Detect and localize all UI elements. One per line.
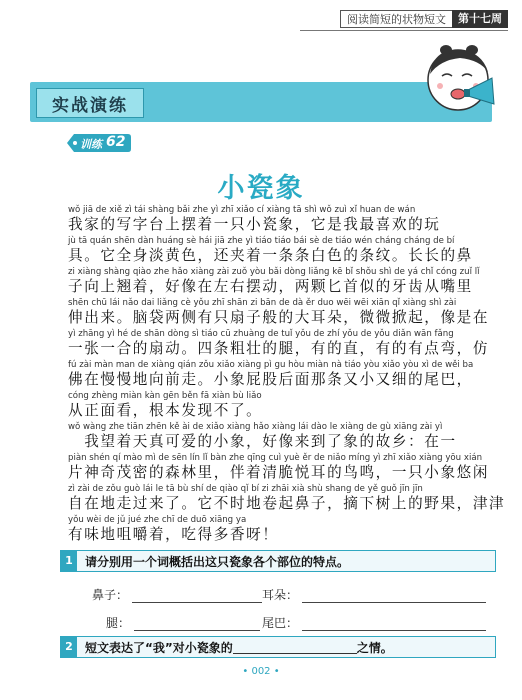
question-text-before: 短文表达了“我”对小瓷象的: [85, 640, 233, 655]
training-label: 训练: [80, 138, 102, 151]
hanzi-line: 从正面看，根本发现不了。: [68, 402, 263, 419]
header-section: 阅读简短的状物短文: [340, 10, 452, 28]
answer-row-legs: [106, 614, 260, 631]
ears-answer-field[interactable]: [302, 590, 486, 603]
page-number: • 002 •: [242, 666, 280, 677]
answer-row-nose: [92, 586, 262, 603]
hanzi-line: 子向上翘着，好像在左右摆动，两颗匕首似的牙齿从嘴里: [68, 278, 473, 295]
mascot-megaphone-icon: [420, 40, 502, 122]
question-number: 2: [61, 637, 77, 657]
pinyin-line: fú zài màn man de xiàng qián zǒu xiǎo xiàng pì gu hòu miàn nà tiáo yòu xiǎo yòu xì de wěi ba: [68, 360, 474, 370]
passage-line: [68, 391, 488, 420]
hanzi-line: 伸出来。脑袋两侧有只扇子般的大耳朵，微微掀起，像是在: [68, 309, 490, 326]
pinyin-line: wǒ jiā de xiě zì tái shàng bǎi zhe yì zhī xiǎo cí xiàng tā shì wǒ zuì xǐ huan de wán: [68, 205, 416, 215]
hanzi-line: 片神奇茂密的森林里，伴着清脆悦耳的鸟鸣，一只小象悠闲: [68, 464, 490, 481]
answer-row-ears: [262, 586, 486, 603]
tail-answer-field[interactable]: [302, 618, 486, 631]
passage-line: [68, 422, 488, 451]
passage-line: [68, 453, 488, 482]
answer-row-tail: [262, 614, 486, 631]
pinyin-line: piàn shén qí mào mì de sēn lín lǐ bàn zhe qīng cuì yuè ěr de niǎo míng yì zhī xiǎo xiàng yōu xián: [68, 453, 483, 463]
pinyin-line: cóng zhèng miàn kàn gēn běn fā xiàn bù liǎo: [68, 391, 262, 401]
nose-answer-field[interactable]: [132, 590, 262, 603]
passage-line: [68, 329, 488, 358]
legs-answer-field[interactable]: [134, 618, 260, 631]
question-text-after: 之情。: [356, 640, 393, 655]
pinyin-line: shēn chū lái nǎo dai liǎng cè yǒu zhī shān zi bān de dà ěr duo wēi wēi xiān qǐ xiàng shì zài: [68, 298, 457, 308]
header-rule: [300, 30, 508, 31]
passage-line: [68, 267, 488, 296]
pinyin-line: wǒ wàng zhe tiān zhēn kě ài de xiǎo xiàng hǎo xiàng lái dào le xiàng de gù xiāng zài yì: [68, 422, 443, 432]
tail-label: 尾巴：: [262, 616, 299, 630]
legs-label: 腿：: [106, 616, 131, 630]
hanzi-line: 有味地咀嚼着，吃得多香呀！: [68, 526, 279, 543]
hanzi-line: 我家的写字台上摆着一只小瓷象，它是我最喜欢的玩: [68, 216, 441, 233]
nose-label: 鼻子：: [92, 588, 129, 602]
pinyin-line: yì zhāng yì hé de shān dòng sì tiáo cū zhuàng de tuǐ yǒu de zhí yǒu de yǒu diǎn wān fǎng: [68, 329, 454, 339]
training-number: 62: [106, 134, 126, 150]
passage-line: [68, 298, 488, 327]
question-text: 请分别用一个词概括出这只瓷象各个部位的特点。: [85, 554, 350, 569]
hanzi-line: 我望着天真可爱的小象，好像来到了象的故乡：在一: [68, 433, 457, 450]
hanzi-line: 自在地走过来了。它不时地卷起鼻子，摘下树上的野果，津津: [68, 495, 506, 512]
passage-line: [68, 236, 488, 265]
pinyin-line: yǒu wèi de jǔ jué zhe chī de duō xiāng ya: [68, 515, 247, 525]
pinyin-line: jù tā quán shēn dàn huáng sè hái jiā zhe yì tiáo tiáo bái sè de tiáo wén cháng cháng de bí: [68, 236, 455, 246]
pinyin-line: zì zài de zǒu guò lái le tā bù shí de qiào qǐ bí zi zhāi xià shù shang de yě guǒ jīn jīn: [68, 484, 423, 494]
page-header: [340, 10, 508, 28]
passage-line: [68, 484, 506, 513]
hanzi-line: 一张一合的扇动。四条粗壮的腿，有的直，有的有点弯，仿: [68, 340, 490, 357]
banner-title: 实战演练: [52, 95, 128, 116]
banner-title-box: [36, 88, 144, 118]
passage-line: [68, 205, 488, 234]
question-1: [60, 550, 496, 572]
passage-line: [68, 515, 488, 544]
header-week: 第十七周: [452, 10, 508, 28]
hanzi-line: 具。它全身淡黄色，还夹着一条条白色的条纹。长长的鼻: [68, 247, 473, 264]
pinyin-line: zi xiàng shàng qiào zhe hǎo xiàng zài zuǒ yòu bǎi dòng liǎng kē bǐ shǒu shì de yá chǐ cóng zuǐ lǐ: [68, 267, 480, 277]
passage-line: [68, 360, 488, 389]
passage-title: 小瓷象: [217, 173, 305, 204]
question-number: 1: [61, 551, 77, 571]
question-2: [60, 636, 496, 658]
hanzi-line: 佛在慢慢地向前走。小象屁股后面那条又小又细的尾巴，: [68, 371, 473, 388]
ears-label: 耳朵：: [262, 588, 299, 602]
feeling-answer-field[interactable]: [233, 641, 357, 654]
